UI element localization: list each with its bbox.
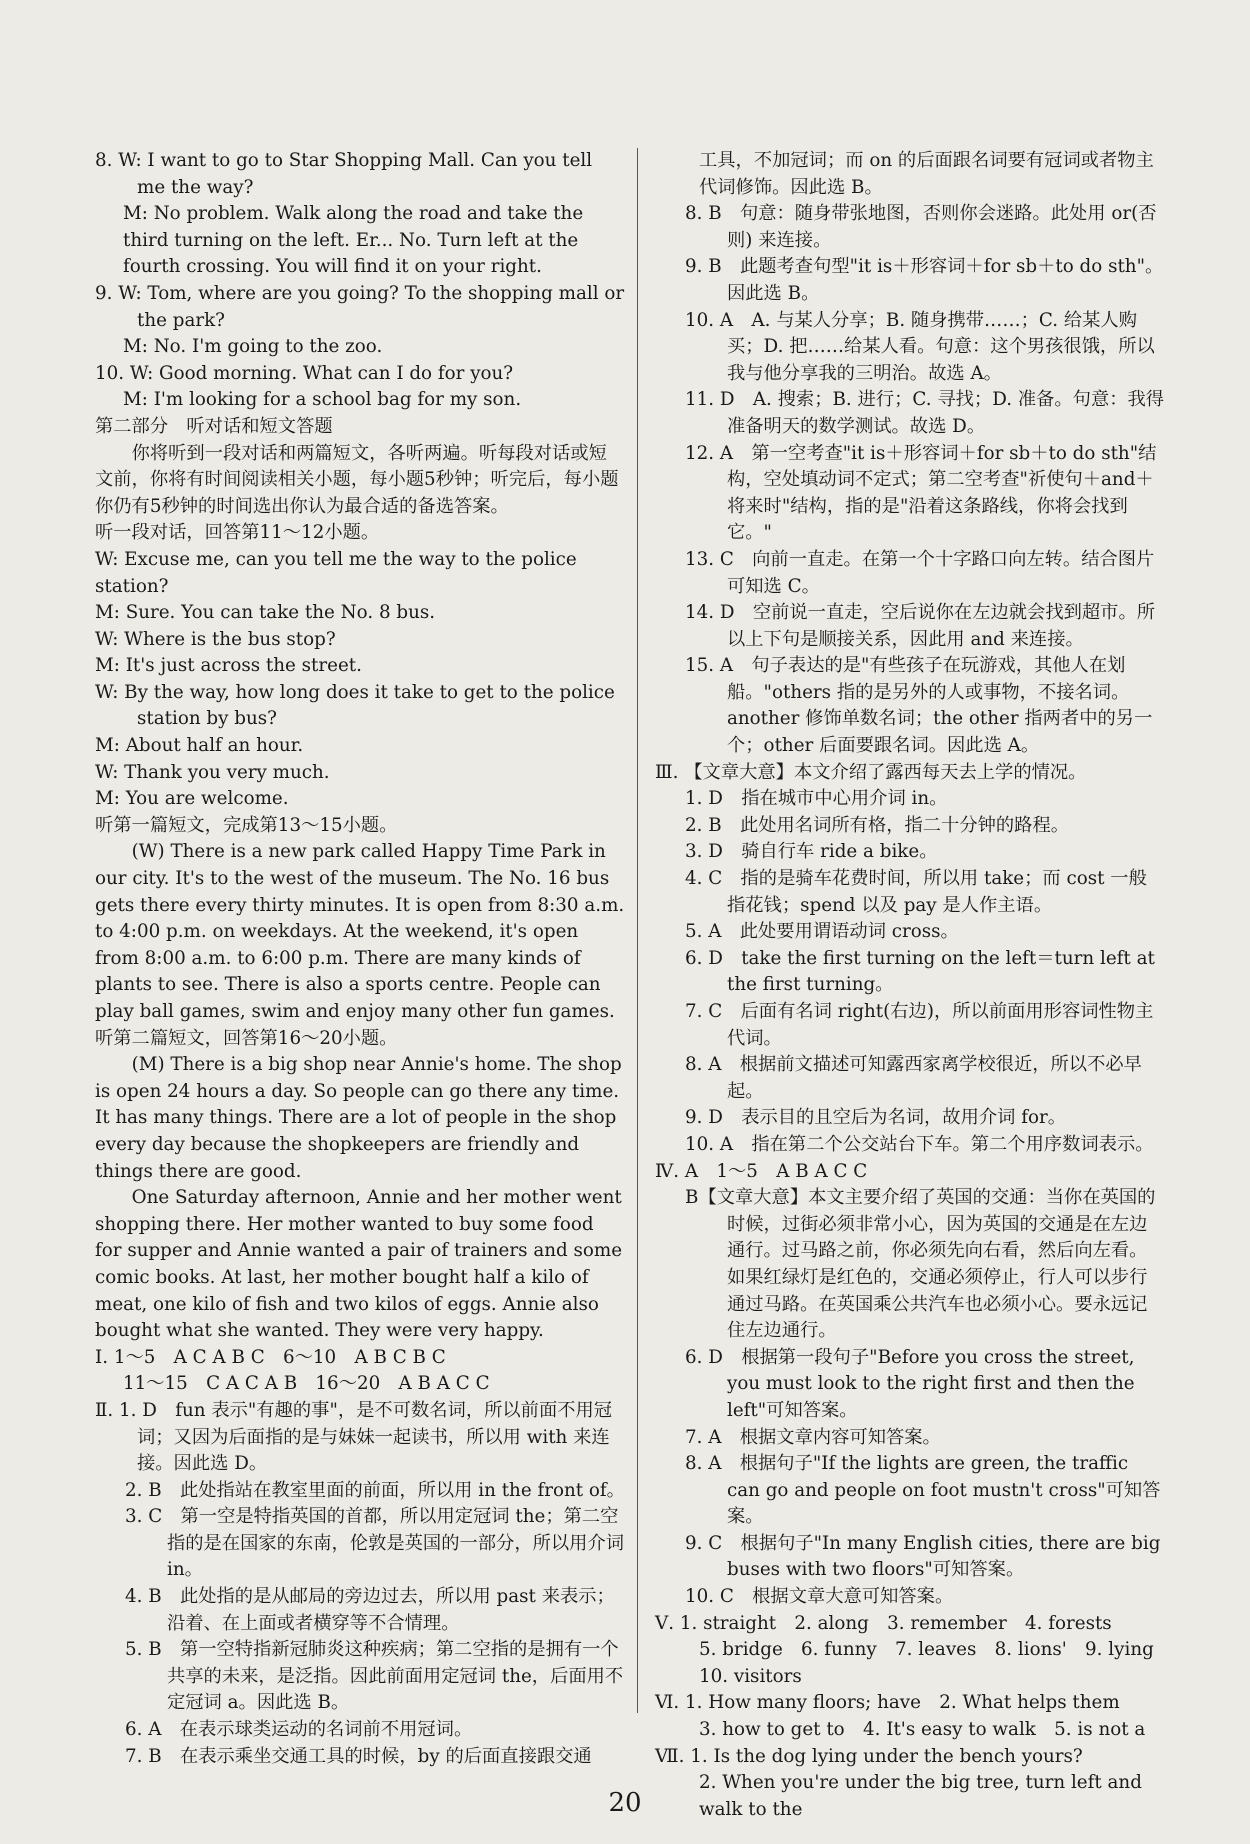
left-column xyxy=(95,148,625,1770)
text-line: (M) There is a big shop near Annie's home. The shop is open 24 hours a day. So people can go there any time. It has many things. There are a lot of people in the shop every day because the shopkeepers are friendly and things there are good. xyxy=(95,1054,622,1182)
text-line: (W) There is a new park called Happy Time Park in our city. It's to the west of the museum. The No. 16 bus gets there every thirty minutes. It is open from 8:30 a.m. to 4:00 p.m. on weekdays. At the weekend, it's open from 8:00 a.m. to 6:00 p.m. There are many kinds of plants to see. There is also a sports centre. People can play ball games, swim and enjoy many other fun games. xyxy=(95,841,625,1022)
answer-line: 11. D A. 搜索；B. 进行；C. 寻找；D. 准备。句意：我得准备明天的数学测试。故选 D。 xyxy=(685,389,1165,437)
answer-line: 工具，不加冠词；而 on 的后面跟名词要有冠词或者物主代词修饰。因此选 B。 xyxy=(699,150,1154,198)
answer-line: Ⅲ. 【文章大意】本文介绍了露西每天去上学的情况。 xyxy=(655,761,1087,783)
text-line: W: Excuse me, can you tell me the way to the police station? xyxy=(95,548,577,597)
answer-line: 9. C 根据句子"In many English cities, there are big buses with two floors"可知答案。 xyxy=(685,1532,1161,1581)
answer-line: 6. A 在表示球类运动的名词前不用冠词。 xyxy=(125,1719,473,1741)
text-line: M: No. I'm going to the zoo. xyxy=(123,336,383,358)
answer-line: 7. A 根据文章内容可知答案。 xyxy=(685,1426,941,1448)
text-line: W: Where is the bus stop? xyxy=(95,628,336,650)
page-number: 20 xyxy=(608,1788,642,1818)
answer-line: 8. A 根据前文描述可知露西家离学校很近，所以不必早起。 xyxy=(685,1054,1142,1102)
answer-line: 3. D 骑自行车 ride a bike。 xyxy=(685,841,938,863)
text-line: W: Thank you very much. xyxy=(95,761,330,783)
answer-line: 2. B 此处用名词所有格，指二十分钟的路程。 xyxy=(685,814,1070,836)
column-divider xyxy=(637,148,638,1713)
answer-line: 12. A 第一空考查"it is＋形容词＋for sb＋to do sth"结构，空处填动词不定式；第二空考查"祈使句＋and＋将来时"结构，指的是"沿着这条路线，你将会找到它。" xyxy=(685,442,1157,544)
answer-line: 5. B 第一空特指新冠肺炎这种疾病；第二空指的是拥有一个共享的未来，是泛指。因此前面用定冠词 the，后面用不定冠词 a。因此选 B。 xyxy=(125,1639,624,1714)
text-line: 你将听到一段对话和两篇短文，各听两遍。听每段对话或短文前，你将有时间阅读相关小题，每小题5秒钟；听完后，每小题你仍有5秒钟的时间选出你认为最合适的备选答案。 xyxy=(95,442,619,517)
text-line: W: By the way, how long does it take to get to the police station by bus? xyxy=(95,681,615,730)
answer-line: 5. A 此处要用谓语动词 cross。 xyxy=(685,921,959,943)
right-column xyxy=(655,148,1165,1823)
answer-line: 4. C 指的是骑车花费时间，所以用 take；而 cost 一般指花钱；spend 以及 pay 是人作主语。 xyxy=(685,868,1147,916)
text-line: One Saturday afternoon, Annie and her mother went shopping there. Her mother wanted to buy some food for supper and Annie wanted a pair of trainers and some comic books. At last, her mother bought half a kilo of meat, one kilo of fish and two kilos of eggs. Annie also bought what she wanted. They were very happy. xyxy=(95,1187,623,1342)
answer-line: 6. D take the first turning on the left＝turn left at the first turning。 xyxy=(685,947,1155,996)
answer-line: Ⅰ. 1～5 A C A B C 6～10 A B C B C xyxy=(95,1346,446,1368)
text-line: M: No problem. Walk along the road and take the third turning on the left. Er... No. Turn left at the fourth crossing. You will find it on your right. xyxy=(123,203,584,278)
text-line: M: About half an hour. xyxy=(95,735,304,757)
answer-line: Ⅴ. 1. straight 2. along 3. remember 4. forests xyxy=(655,1612,1112,1634)
answer-line: 9. D 表示目的且空后为名词，故用介词 for。 xyxy=(685,1107,1067,1129)
text-line: 10. W: Good morning. What can I do for you? xyxy=(95,362,514,384)
answer-line: 5. bridge 6. funny 7. leaves 8. lions' 9. lying xyxy=(699,1639,1154,1661)
answer-line: 10. A 指在第二个公交站台下车。第二个用序数词表示。 xyxy=(685,1133,1154,1155)
answer-line: 8. B 句意：随身带张地图，否则你会迷路。此处用 or(否则) 来连接。 xyxy=(685,203,1157,251)
text-line: 8. W: I want to go to Star Shopping Mall. Can you tell me the way? xyxy=(95,150,593,198)
text-line: M: You are welcome. xyxy=(95,788,289,810)
answer-line: 11～15 C A C A B 16～20 A B A C C xyxy=(123,1373,490,1395)
answer-line: 3. how to get to 4. It's easy to walk 5. is not a xyxy=(699,1719,1146,1741)
answer-line: 14. D 空前说一直走，空后说你在左边就会找到超市。所以上下句是顺接关系，因此用 and 来连接。 xyxy=(685,602,1156,650)
answer-line: 7. C 后面有名词 right(右边)，所以前面用形容词性物主代词。 xyxy=(685,1001,1154,1049)
answer-line: 2. B 此处指站在教室里面的前面，所以用 in the front of。 xyxy=(125,1479,625,1501)
answer-line: 8. A 根据句子"If the lights are green, the traffic can go and people on foot mustn't cross"可知答案。 xyxy=(685,1453,1161,1528)
answer-line: 9. B 此题考查句型"it is＋形容词＋for sb＋to do sth"。因此选 B。 xyxy=(685,256,1164,304)
text-line: 听第一篇短文，完成第13～15小题。 xyxy=(95,814,398,836)
section-heading: 第二部分 听对话和短文答题 xyxy=(95,415,333,437)
text-line: 听第二篇短文，回答第16～20小题。 xyxy=(95,1027,398,1049)
answer-line: 10. A A. 与某人分享；B. 随身携带……；C. 给某人购买；D. 把……给某人看。句意：这个男孩很饿，所以我与他分享我的三明治。故选 A。 xyxy=(685,309,1155,384)
answer-line: 10. C 根据文章大意可知答案。 xyxy=(685,1586,954,1608)
text-line: M: Sure. You can take the No. 8 bus. xyxy=(95,602,436,624)
answer-line: 3. C 第一空是特指英国的首都，所以用定冠词 the；第二空指的是在国家的东南，伦敦是英国的一部分，所以用介词 in。 xyxy=(125,1506,625,1581)
answer-line: 4. B 此处指的是从邮局的旁边过去，所以用 past 来表示；沿着、在上面或者横穿等不合情理。 xyxy=(125,1586,615,1634)
answer-line: 1. D 指在城市中心用介词 in。 xyxy=(685,788,948,810)
answer-line: 15. A 句子表达的是"有些孩子在玩游戏，其他人在划船。"others 指的是另外的人或事物，不接名词。another 修饰单数名词；the other 指两者中的另一个；other 后面要跟名词。因此选 A。 xyxy=(685,655,1153,757)
answer-line: B【文章大意】本文主要介绍了英国的交通：当你在英国的时候，过街必须非常小心，因为英国的交通是在左边通行。过马路之前，你必须先向右看，然后向左看。如果红绿灯是红色的，交通必须停止，行人可以步行通过马路。在英国乘公共汽车也必须小心。要永远记住左边通行。 xyxy=(685,1187,1156,1342)
answer-line: 6. D 根据第一段句子"Before you cross the street, you must look to the right first and then the left"可知答案。 xyxy=(685,1346,1135,1421)
answer-line: 10. visitors xyxy=(699,1665,802,1687)
answer-line: 13. C 向前一直走。在第一个十字路口向左转。结合图片可知选 C。 xyxy=(685,548,1155,597)
answer-line: Ⅳ. A 1～5 A B A C C xyxy=(655,1160,868,1182)
text-line: 听一段对话，回答第11～12小题。 xyxy=(95,522,380,544)
text-line: M: It's just across the street. xyxy=(95,655,362,677)
answer-line: 2. When you're under the big tree, turn left and walk to the xyxy=(699,1772,1142,1820)
text-line: M: I'm looking for a school bag for my son. xyxy=(123,389,522,411)
answer-line: 7. B 在表示乘坐交通工具的时候，by 的后面直接跟交通 xyxy=(125,1745,592,1767)
answer-line: Ⅶ. 1. Is the dog lying under the bench yours? xyxy=(655,1745,1083,1767)
answer-line: Ⅱ. 1. D fun 表示"有趣的事"，是不可数名词，所以前面不用冠词；又因为后面指的是与妹妹一起读书，所以用 with 来连接。因此选 D。 xyxy=(95,1399,613,1475)
answer-line: Ⅵ. 1. How many floors; have 2. What helps them xyxy=(655,1692,1120,1714)
text-line: 9. W: Tom, where are you going? To the shopping mall or the park? xyxy=(95,282,625,331)
